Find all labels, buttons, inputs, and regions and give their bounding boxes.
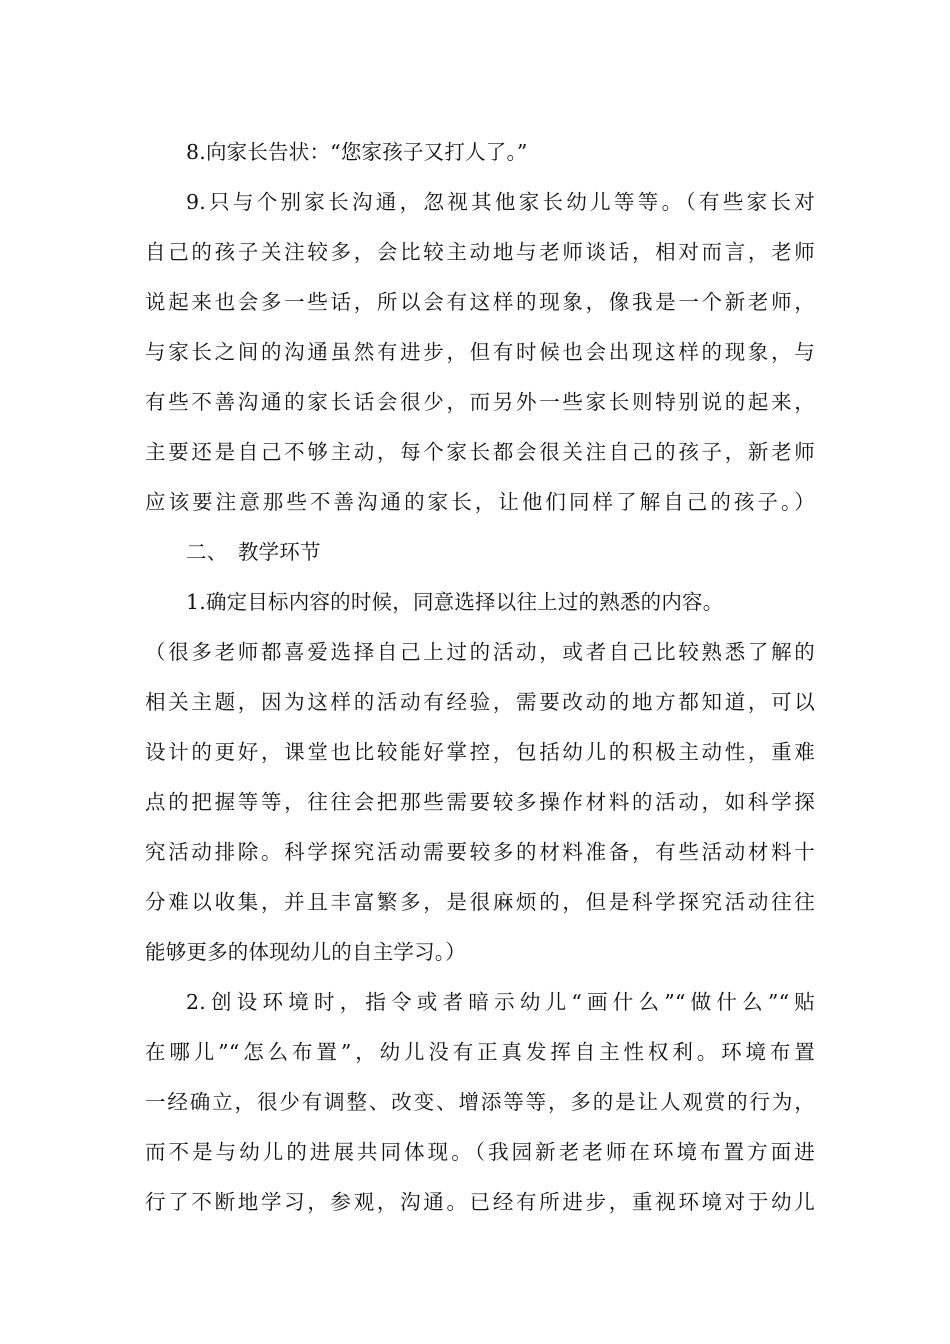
text-line: 行了不断地学习，参观，沟通。已经有所进步，重视环境对于幼儿 <box>145 1190 815 1214</box>
text-line: 分难以收集，并且丰富繁多，是很麻烦的，但是科学探究活动往往 <box>145 890 815 914</box>
text-line: 相关主题，因为这样的活动有经验，需要改动的地方都知道，可以 <box>145 690 815 714</box>
text-line-item-8: 8.向家长告状：“您家孩子又打人了。” <box>186 140 528 164</box>
text-line: 能够更多的体现幼儿的自主学习。） <box>145 940 466 964</box>
text-line: 应该要注意那些不善沟通的家长，让他们同样了解自己的孩子。） <box>145 490 815 514</box>
section-heading: 二、 教学环节 <box>186 540 321 564</box>
text-line-item-1: 1.确定目标内容的时候，同意选择以往上过的熟悉的内容。 <box>186 590 724 614</box>
text-line: 有些不善沟通的家长话会很少，而另外一些家长则特别说的起来， <box>145 390 815 414</box>
text-line: 点的把握等等，往往会把那些需要较多操作材料的活动，如科学探 <box>145 790 815 814</box>
text-line: 而不是与幼儿的进展共同体现。（我园新老老师在环境布置方面进 <box>145 1140 815 1164</box>
text-line: 与家长之间的沟通虽然有进步，但有时候也会出现这样的现象，与 <box>145 340 815 364</box>
text-line-item-9: 9.只与个别家长沟通，忽视其他家长幼儿等等。（有些家长对 <box>186 190 815 214</box>
text-line: 在哪儿”“怎么布置”，幼儿没有正真发挥自主性权利。环境布置 <box>145 1040 815 1064</box>
text-line: 主要还是自己不够主动，每个家长都会很关注自己的孩子，新老师 <box>145 440 815 464</box>
text-line: 说起来也会多一些话，所以会有这样的现象，像我是一个新老师， <box>145 290 815 314</box>
text-line: （很多老师都喜爱选择自己上过的活动，或者自己比较熟悉了解的 <box>145 640 815 664</box>
text-line: 一经确立，很少有调整、改变、增添等等，多的是让人观赏的行为， <box>145 1090 815 1114</box>
text-line: 设计的更好，课堂也比较能好掌控，包括幼儿的积极主动性，重难 <box>145 740 815 764</box>
text-line: 究活动排除。科学探究活动需要较多的材料准备，有些活动材料十 <box>145 840 815 864</box>
text-line: 自己的孩子关注较多，会比较主动地与老师谈话，相对而言，老师 <box>145 240 815 264</box>
text-line-item-2: 2.创设环境时，指令或者暗示幼儿“画什么”“做什么”“贴 <box>186 990 815 1014</box>
